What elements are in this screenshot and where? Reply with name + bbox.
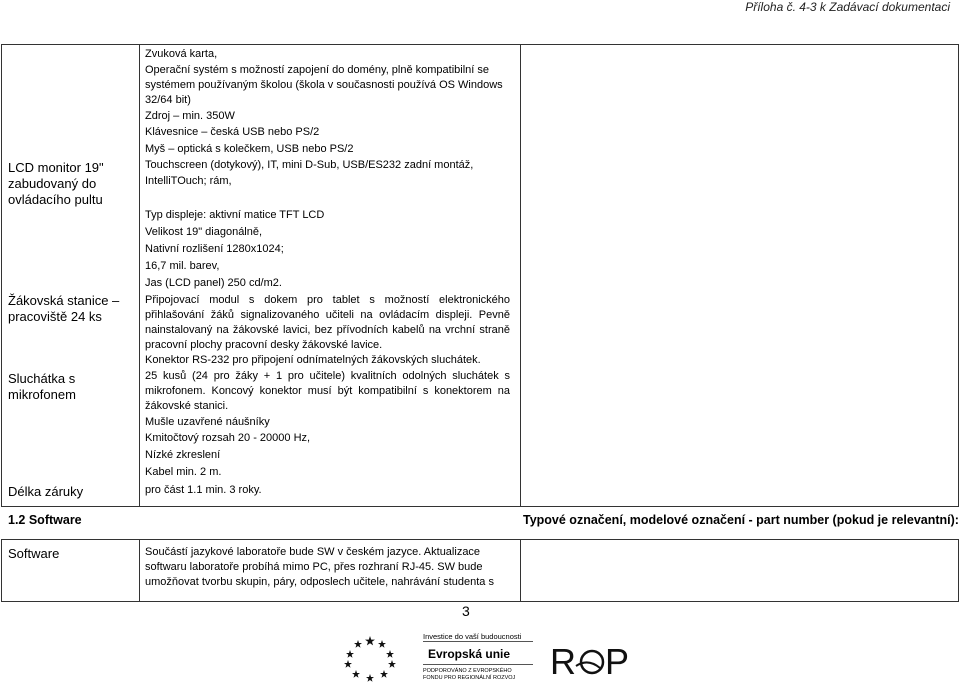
spec-line: Nativní rozlišení 1280x1024; (145, 243, 284, 255)
spec-line: Operační systém s možností zapojení do domény, plně kompatibilní se (145, 64, 490, 76)
label-warranty: Délka záruky (8, 484, 84, 499)
label-headset: Sluchátka s mikrofonem (8, 371, 76, 402)
spec-line: Zdroj – min. 350W (145, 110, 235, 122)
spec-line: Nízké zkreslení (145, 449, 221, 461)
part-number-column (521, 45, 959, 507)
spec-line: Typ displeje: aktivní matice TFT LCD (145, 209, 325, 221)
spec-line: Kabel min. 2 m. (145, 466, 222, 478)
spec-line: 16,7 mil. barev, (145, 260, 220, 272)
page-number: 3 (462, 603, 470, 619)
eu-title: Evropská unie (428, 647, 511, 661)
label-software: Software (8, 546, 60, 561)
eu-divider (423, 664, 533, 665)
spec-line: Jas (LCD panel) 250 cd/m2. (145, 277, 282, 289)
spec-line: Konektor RS-232 pro připojení odnímatelných žákovských sluchátek. (145, 354, 481, 366)
software-part-number-cell (521, 540, 959, 602)
spec-line: pro část 1.1 min. 3 roky. (145, 484, 262, 496)
document-header: Příloha č. 4-3 k Zadávací dokumentaci (745, 0, 950, 14)
section-part-number-heading: Typové označení, modelové označení - part number (pokud je relevantní): (523, 513, 959, 527)
eu-slogan: Investice do vaší budoucnosti (423, 632, 522, 641)
eu-divider (423, 641, 533, 642)
spec-line: Myš – optická s kolečkem, USB nebo PS/2 (145, 143, 354, 155)
svg-text:P: P (605, 641, 630, 682)
spec-paragraph: 25 kusů (24 pro žáky + 1 pro učitele) kvalitních odolných sluchátek s mikrofonem. Koncový konektor musí být kompatibilní s konektorem na žákovské stanici. (145, 370, 510, 412)
svg-text:R: R (550, 641, 576, 682)
spec-line: Mušle uzavřené náušníky (145, 416, 270, 428)
spec-paragraph: Připojovací modul s dokem pro tablet s možností elektronického přihlašování žáků signalizovaného učiteli na ovládacím displeji. Pevně nainstalovaný na žákovské lavici, bez přívodních kabelů na vrchní straně pracovní plochy pracovní desky žákovské lavice. (145, 294, 510, 351)
rop-logo-icon (548, 636, 630, 686)
software-description: Součástí jazykové laboratoře bude SW v českém jazyce. Aktualizace softwaru laboratoře probíhá mimo PC, přes rozhraní RJ-45. SW bude umožňovat tvorbu skupin, páry, odposlech učitele, nahrávání studenta s (145, 546, 494, 588)
spec-line: IntelliTOuch; rám, (145, 175, 232, 187)
spec-line: Touchscreen (dotykový), IT, mini D-Sub, USB/ES232 zadní montáž, (145, 159, 474, 171)
label-column (2, 45, 140, 507)
spec-line: Klávesnice – česká USB nebo PS/2 (145, 126, 320, 138)
spec-line: Zvuková karta, (145, 48, 218, 60)
spec-line: systémem používaným školou (škola v současnosti používá OS Windows (145, 79, 503, 91)
spec-line: Kmitočtový rozsah 20 - 20000 Hz, (145, 432, 311, 444)
spec-line: 32/64 bit) (145, 94, 191, 106)
label-lcd-monitor: LCD monitor 19" zabudovaný do ovládacího pultu (8, 160, 104, 207)
section-title: 1.2 Software (8, 513, 82, 527)
eu-fund-text: PODPOROVÁNO Z EVROPSKÉHO FONDU PRO REGIONÁLNÍ ROZVOJ (423, 668, 516, 681)
eu-flag-icon (330, 630, 410, 686)
label-student-station: Žákovská stanice – pracoviště 24 ks (8, 293, 120, 324)
spec-line: Velikost 19" diagonálně, (145, 226, 263, 238)
